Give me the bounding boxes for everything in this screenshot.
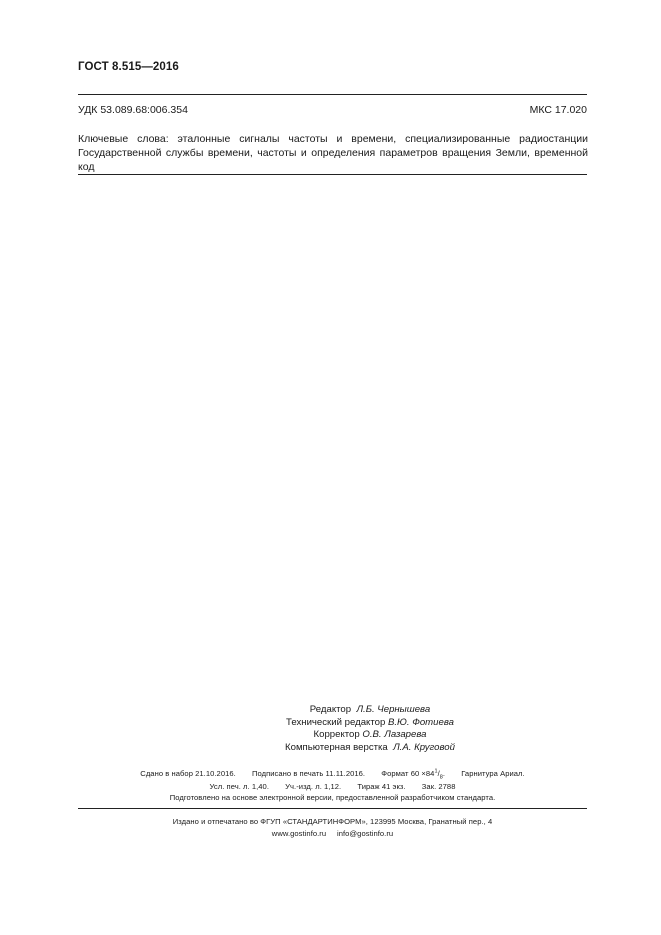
order-number: Зак. 2788 xyxy=(421,782,456,791)
standard-code: ГОСТ 8.515—2016 xyxy=(78,61,179,73)
sent-date: Сдано в набор 21.10.2016. xyxy=(140,769,236,778)
layout-name: Л.А. Круговой xyxy=(393,741,455,753)
proofreader-name: О.В. Лазарева xyxy=(362,729,427,741)
print-run: Тираж 41 экз. xyxy=(357,782,406,791)
publisher-line: Издано и отпечатано во ФГУП «СТАНДАРТИНФОРМ», 123995 Москва, Гранатный пер., 4 xyxy=(172,817,493,826)
credits-block xyxy=(160,704,580,754)
print-line-1 xyxy=(78,768,587,779)
publisher-contacts xyxy=(78,828,587,839)
publisher-email[interactable]: info@gostinfo.ru xyxy=(336,829,394,838)
editor-name: Л.Б. Чернышева xyxy=(356,704,431,715)
publish-sheets: Уч.-изд. л. 1,12. xyxy=(285,782,342,791)
credit-editor xyxy=(160,704,580,717)
top-divider xyxy=(78,94,587,95)
proofreader-role: Корректор xyxy=(313,729,360,741)
credit-tech-editor xyxy=(160,717,580,730)
bottom-divider xyxy=(78,808,587,809)
tech-editor-role: Технический редактор xyxy=(286,716,386,728)
prepared-note: Подготовлено на основе электронной версии, предоставленной разработчиком стандарта. xyxy=(169,793,496,802)
mks-code: МКС 17.020 xyxy=(529,104,587,116)
paper-format: Формат $60 \times 84^1/_8$. xyxy=(381,768,446,781)
print-line-2 xyxy=(78,781,587,792)
signed-date: Подписано в печать 11.11.2016. xyxy=(251,769,366,778)
tech-editor-name: В.Ю. Фотиева xyxy=(387,716,454,728)
typeface: Гарнитура Ариал. xyxy=(461,769,525,778)
credit-layout xyxy=(160,742,580,755)
credit-proofreader xyxy=(160,729,580,742)
editor-role: Редактор xyxy=(309,704,352,715)
keywords-paragraph: Ключевые слова: эталонные сигналы частоты и времени, специализированные радиостанции Государственной службы времени, частоты и определения параметров вращения Земли, временной код xyxy=(78,133,588,173)
udc-code: УДК 53.089.68:006.354 xyxy=(78,104,188,116)
publisher-website[interactable]: www.gostinfo.ru xyxy=(271,829,327,838)
print-sheets: Усл. печ. л. 1,40. xyxy=(209,782,269,791)
layout-role: Компьютерная верстка xyxy=(285,741,388,753)
keywords-divider xyxy=(78,174,587,175)
